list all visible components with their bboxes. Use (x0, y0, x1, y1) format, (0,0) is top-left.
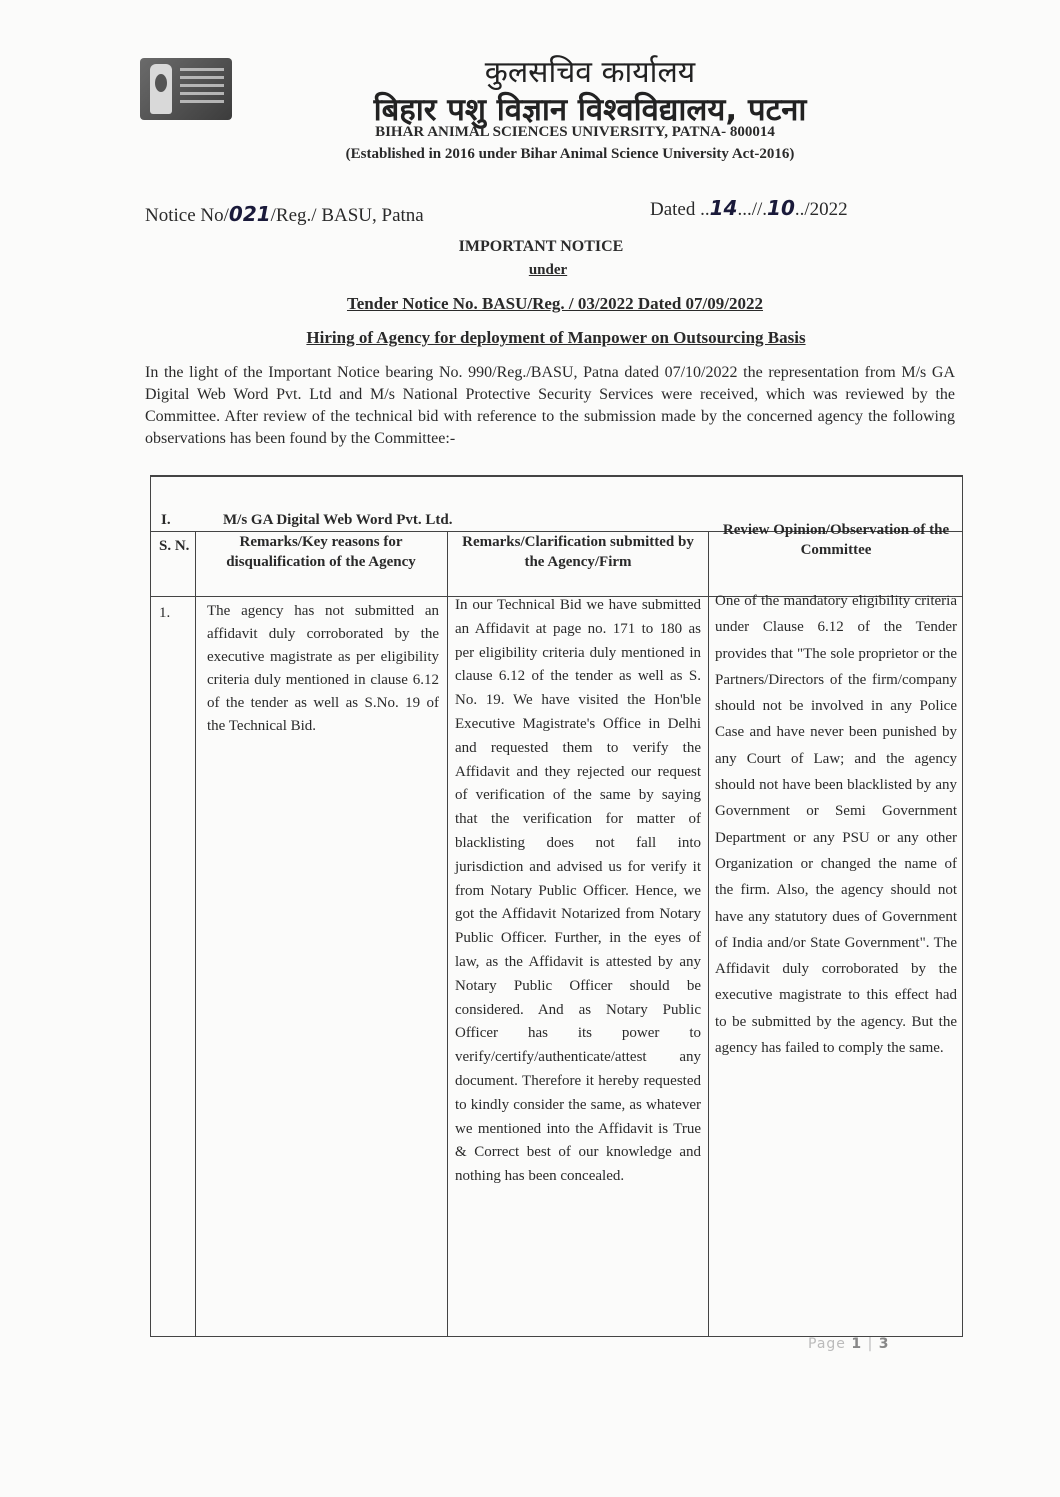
section-title: M/s GA Digital Web Word Pvt. Ltd. (223, 512, 453, 528)
section-number: I. (161, 512, 171, 528)
col-divider-3 (708, 531, 709, 1336)
notice-handwritten-number: 021 (228, 202, 271, 226)
page-label: Page (808, 1336, 846, 1352)
important-notice-heading: IMPORTANT NOTICE (458, 238, 624, 255)
page-current: 1 (851, 1336, 863, 1352)
university-name-english: BIHAR ANIMAL SCIENCES UNIVERSITY, PATNA- 800014 (375, 124, 775, 140)
row-1-clarification: In our Technical Bid we have submitted an Affidavit at page no. 171 to 180 as per eligibility criteria duly mentioned in clause 6.12 of the tender as well as S. No. 19. We have visited the Hon'ble Executive Magistrate's Office in Delhi and requested them to verify the Affidavit and they rejected our request of verification of the same by saying that the verification for matter of blacklisting does not fall into jurisdiction and advised us for verify it from Notary Public Officer. Hence, we got the Affidavit Notarized from Notary Public Officer. Further, in the eyes of law, as the Affidavit is attested by any Notary Public Officer should be considered. And as Notary Public Officer has its power to verify/certify/authenticate/attest any document. Therefore it hereby requested to kindly consider the same, as whatever we mentioned into the Affidavit is True & Correct best of our knowledge and nothing has been concealed. (455, 597, 701, 1185)
notice-number (145, 202, 424, 227)
hiring-heading: Hiring of Agency for deployment of Manpower on Outsourcing Basis (306, 328, 806, 347)
col-divider-2 (447, 531, 448, 1336)
date-month: 10 (767, 196, 795, 220)
header-remarks: Remarks/Key reasons for disqualification of the Agency (226, 534, 416, 570)
date-separator: ...//. (737, 199, 768, 220)
page-total: 3 (878, 1336, 890, 1352)
intro-paragraph: In the light of the Important Notice bearing No. 990/Reg./BASU, Patna dated 07/10/2022 the representation from M/s GA Digital Web Word Pvt. Ltd and M/s National Protective Security Services were received, which was reviewed by the Committee. After review of the technical bid with reference to the submission made by the concerned agency the following observations has been found by the Committee:- (145, 364, 955, 447)
tender-notice-heading: Tender Notice No. BASU/Reg. / 03/2022 Dated 07/09/2022 (346, 294, 764, 313)
row-1-review: One of the mandatory eligibility criteria under Clause 6.12 of the Tender provides that "The sole proprietor or the Partners/Directors of the firm/company should not be involved in any Police Case and have never been punished by any Court of Law; and the agency should not have been blacklisted by any Government or Semi Government Department or any PSU or any other Organization or changed the name of the firm. Also, the agency should not have any statutory dues of Government of India and/or State Government". The Affidavit duly corroborated by the executive magistrate to this effect had to be submitted by the agency. But the agency has failed to comply the same. (715, 593, 957, 1057)
observations-table (150, 475, 963, 1337)
header-review: Review Opinion/Observation of the Committee (722, 522, 950, 558)
col-divider-1 (195, 531, 196, 1336)
table-top-border (151, 476, 962, 477)
date-day: 14 (709, 196, 738, 220)
row-1-remarks: The agency has not submitted an affidavit duly corroborated by the executive magistrate as per eligibility criteria duly mentioned in clause 6.12 of the tender as well as S.No. 19 of the Technical Bid. (207, 603, 439, 734)
notice-date (650, 196, 848, 221)
university-name-hindi: बिहार पशु विज्ञान विश्वविद्यालय, पटना (373, 92, 807, 128)
office-title-hindi: कुलसचिव कार्यालय (484, 55, 696, 90)
under-heading: under (528, 262, 568, 278)
row-1-sn: 1. (159, 605, 171, 621)
page-number (808, 1336, 889, 1352)
page-separator: | (867, 1336, 874, 1352)
establishment-line: (Established in 2016 under Bihar Animal Science University Act-2016) (345, 146, 795, 162)
notice-suffix: /Reg./ BASU, Patna (270, 205, 424, 226)
date-prefix: Dated .. (650, 199, 710, 220)
header-sn: S. N. (159, 538, 190, 554)
header-clarification: Remarks/Clarification submitted by the Agency/Firm (462, 534, 694, 570)
date-year: ../2022 (794, 199, 848, 220)
notice-prefix: Notice No/ (145, 205, 229, 226)
